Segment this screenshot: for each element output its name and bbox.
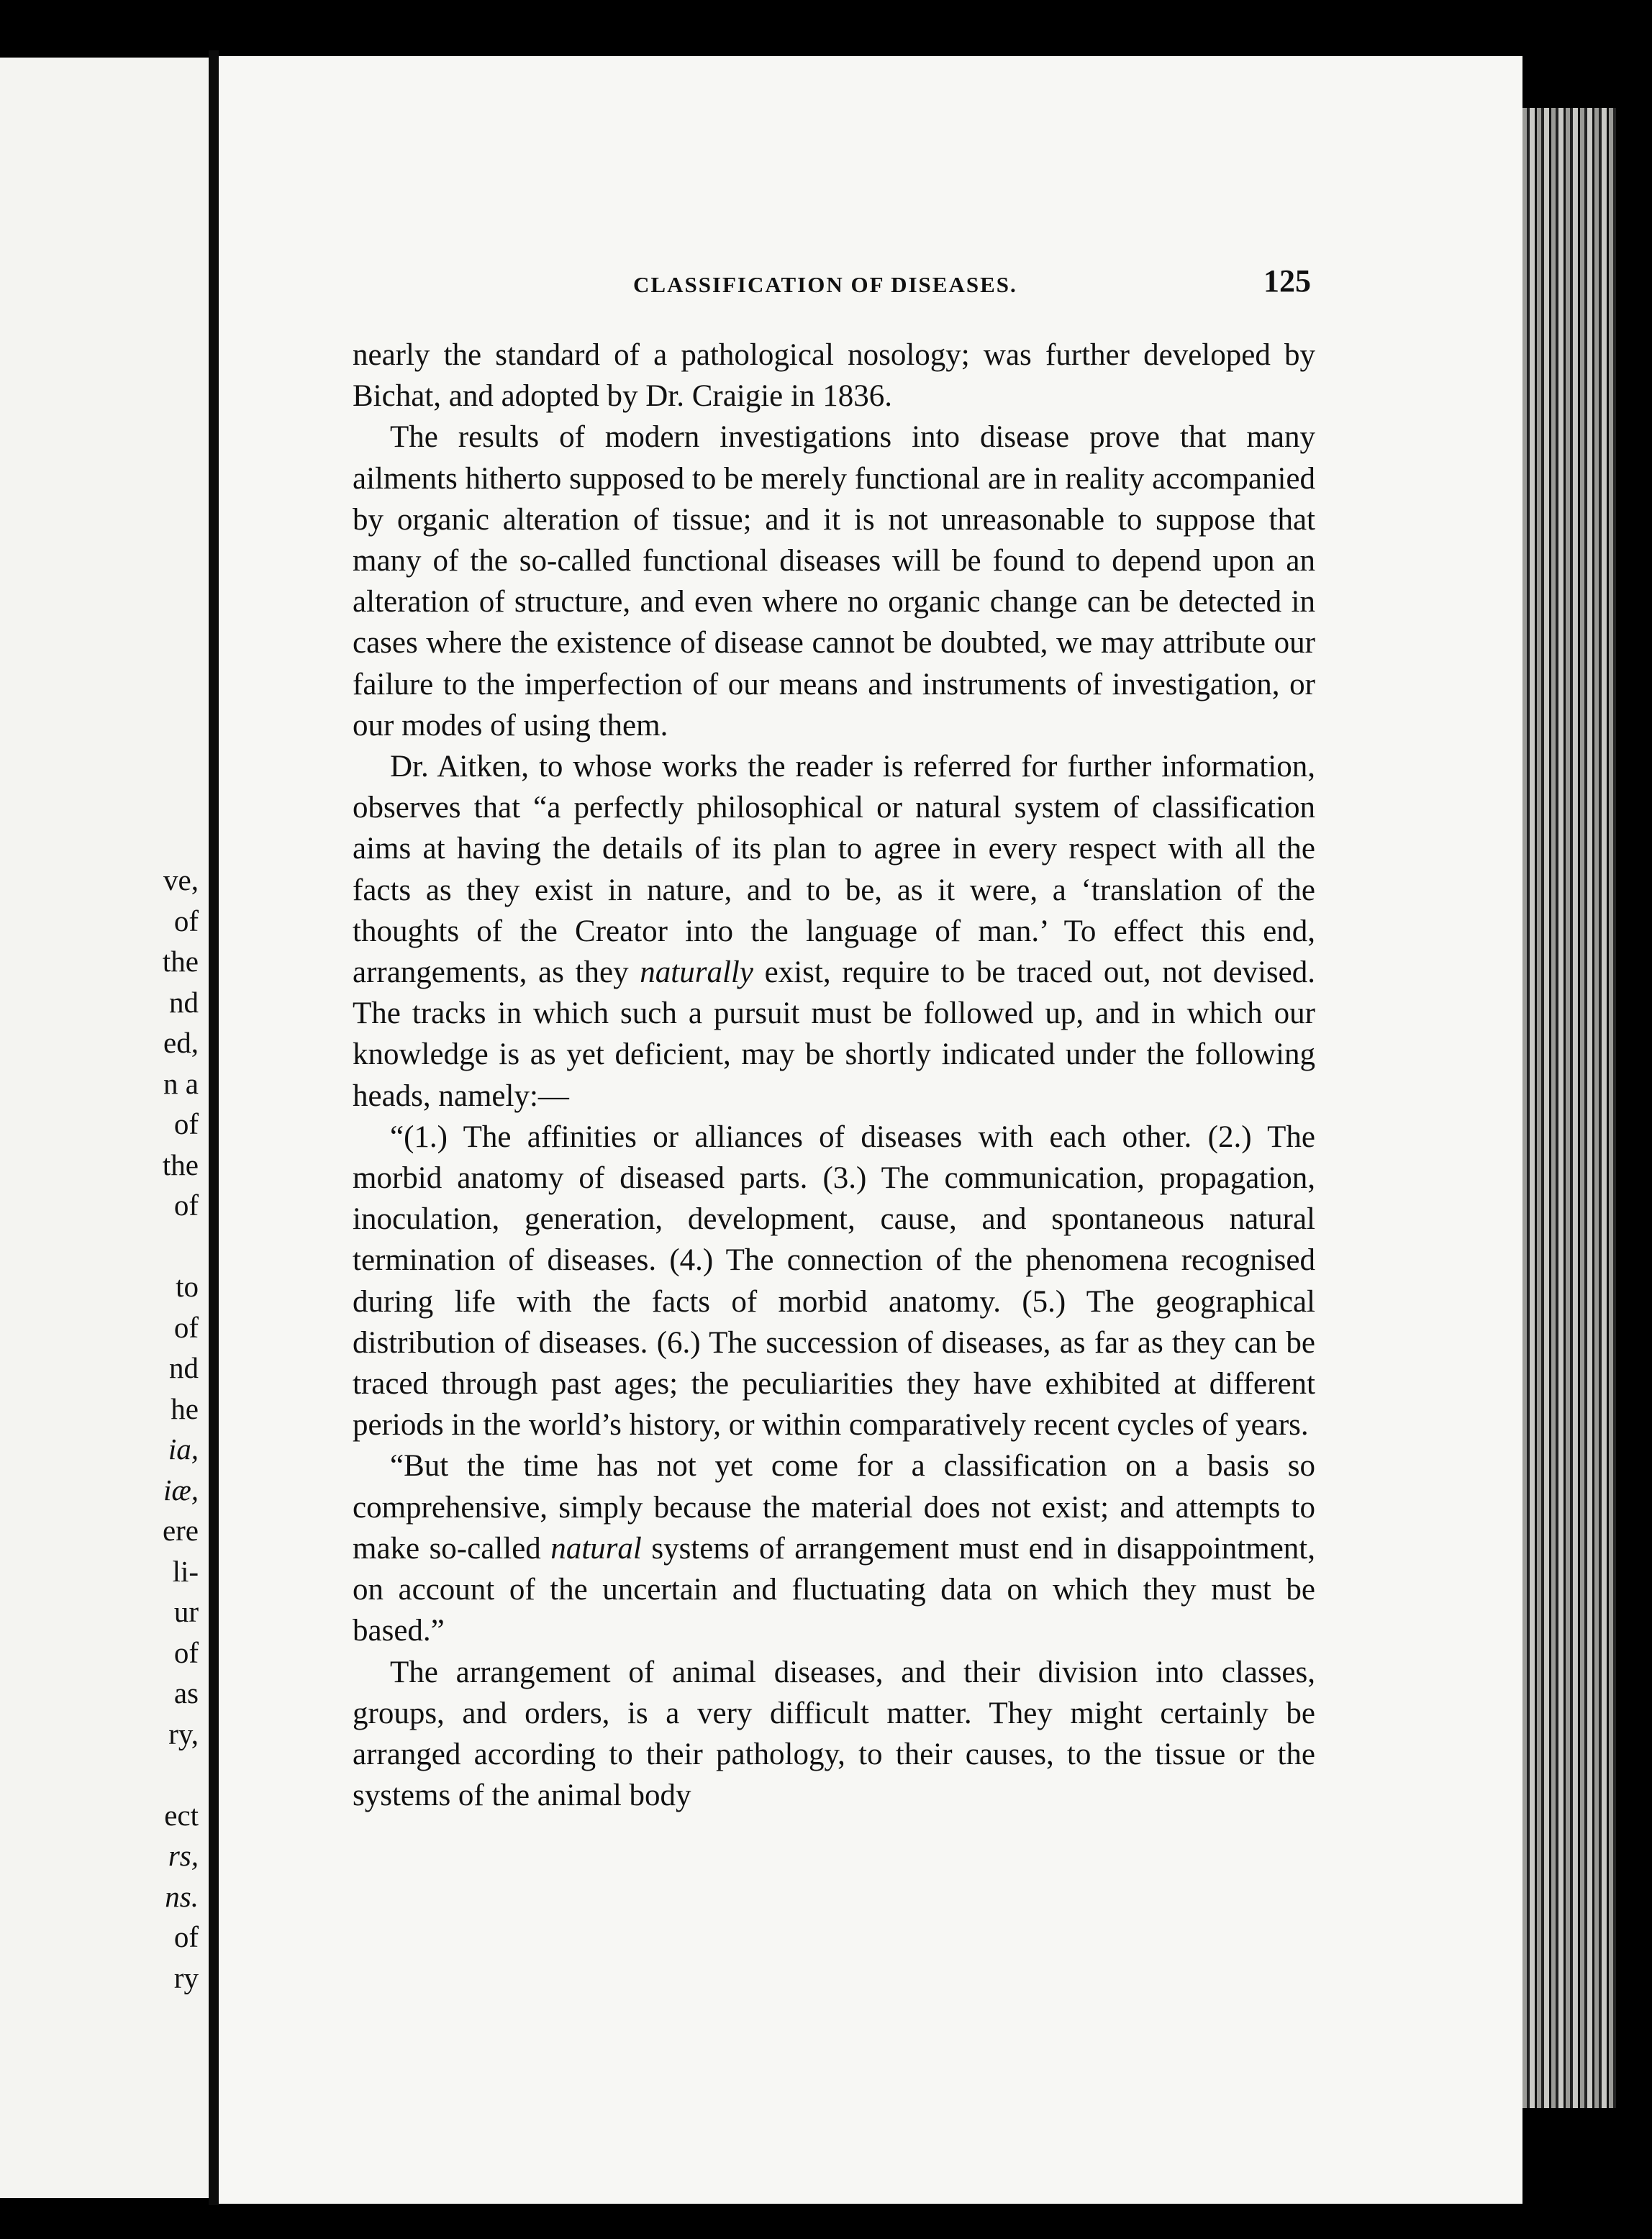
left-margin-word: n a <box>163 1066 199 1100</box>
left-margin-word: ns. <box>165 1879 199 1913</box>
left-margin-word: li- <box>172 1554 199 1588</box>
running-head: CLASSIFICATION OF DISEASES. <box>633 272 1017 297</box>
paragraph-5-emphasis: natural <box>550 1531 642 1566</box>
left-margin-word: of <box>173 1920 199 1953</box>
paragraph-5-text-b: systems of arrangement must end in disappointment, on account of the uncertain and fluctuating data on which they must be based.” <box>353 1531 1315 1648</box>
paragraph-3-text-a: Dr. Aitken, to whose works the reader is referred for further information, observes that “a perfectly philosophical or natural system of classification aims at having the details of its plan to agree in every respect with all the facts as they exist in nature, and to be, as it were, a ‘translation of the thoughts of the Creator into the language of man.’ To effect this end, arrangements, as they <box>353 750 1315 990</box>
left-margin-word: ere <box>162 1514 199 1547</box>
left-margin-word: nd <box>169 1351 199 1384</box>
paragraph-4-quotation: “(1.) The affinities or alliances of diseases with each other. (2.) The morbid anatomy of diseased parts. (3.) The communication, propagation, inoculation, generation, development, cause, and spontaneous natural termination of diseases. (4.) The connection of the phenomena recognised during life with the facts of morbid anatomy. (5.) The geographical distribution of diseases. (6.) The succession of diseases, as far as they can be traced through past ages; the peculiarities they have exhibited at different periods in the world’s history, or within comparatively recent cycles of years. <box>353 1120 1315 1443</box>
left-margin-word: of <box>173 1635 199 1669</box>
left-margin-word: ect <box>164 1798 199 1832</box>
paragraph-5-quotation <box>353 1445 1315 1651</box>
left-margin-word: he <box>171 1391 199 1425</box>
left-margin-word: as <box>173 1676 199 1709</box>
body-text <box>353 335 1315 1816</box>
book-gutter <box>209 50 219 2205</box>
paragraph-6: The arrangement of animal diseases, and their division into classes, groups, and orders, is a very difficult matter. They might certainly be arranged according to their pathology, to their causes, to the tissue or the systems of the animal body <box>353 1655 1315 1813</box>
page-number: 125 <box>1263 263 1311 299</box>
left-margin-gap <box>163 1226 199 1267</box>
left-margin-word: ur <box>173 1595 199 1628</box>
left-margin-word: rs, <box>168 1839 199 1872</box>
left-margin-word: of <box>173 1107 199 1140</box>
paragraph-3-text-b: exist, require to be traced out, not devised. The tracks in which such a pursuit must be followed up, and in which our knowledge is as yet deficient, may be shortly indicated under the following heads, namely:— <box>353 955 1315 1113</box>
left-margin-word: nd <box>169 985 199 1019</box>
left-margin-gap <box>163 1754 199 1795</box>
left-margin-word: ve, <box>163 863 199 896</box>
page-edges <box>1522 108 1616 2108</box>
left-margin-word: of <box>173 1310 199 1344</box>
left-margin-word: of <box>173 1189 199 1222</box>
paragraph-2: The results of modern investigations into disease prove that many ailments hitherto supposed to be merely functional are in reality accompanied by organic alteration of tissue; and it is not unreasonable to suppose that many of the so-called functional diseases will be found to depend upon an alteration of structure, and even where no organic change can be detected in cases where the existence of disease cannot be doubted, we may attribute our failure to the imperfection of our means and instruments of investigation, or our modes of using them. <box>353 420 1315 742</box>
left-margin-word: the <box>162 945 199 978</box>
paragraph-3 <box>353 746 1315 1117</box>
left-margin-word: of <box>173 904 199 937</box>
paragraph-1: nearly the standard of a pathological nosology; was further developed by Bichat, and adopted by Dr. Craigie in 1836. <box>353 338 1315 414</box>
left-margin-word: ed, <box>163 1026 199 1059</box>
left-margin-word: the <box>162 1148 199 1181</box>
left-margin-word: iæ, <box>163 1473 199 1507</box>
paragraph-3-emphasis: naturally <box>640 955 753 990</box>
left-margin-word: ia, <box>168 1432 199 1466</box>
paragraph-5-text-a: “But the time has not yet come for a classification on a basis so comprehensive, simply because the material does not exist; and attempts to make so-called <box>353 1449 1315 1566</box>
left-page-edge <box>0 58 209 2198</box>
left-margin-word: ry, <box>168 1717 199 1750</box>
left-page-margin-text <box>163 860 199 1998</box>
left-margin-word: to <box>176 1270 199 1303</box>
left-margin-word: ry <box>173 1961 199 1994</box>
